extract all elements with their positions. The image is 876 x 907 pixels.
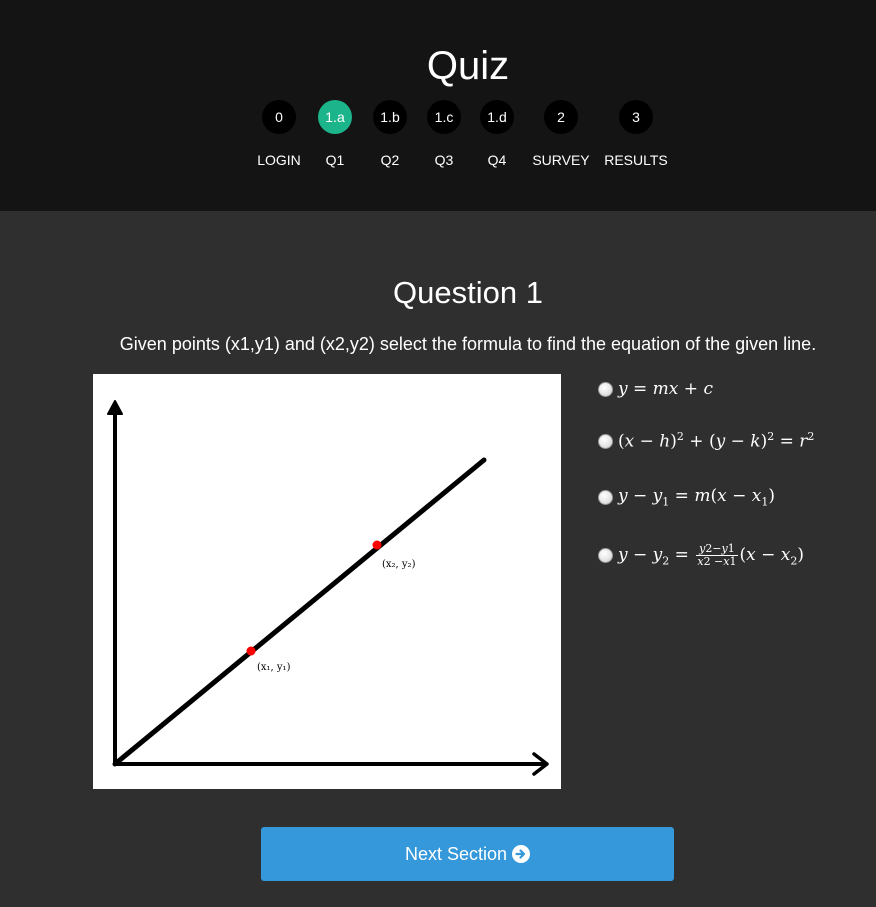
step-badge-login[interactable]: 0: [262, 100, 296, 134]
option-3-radio[interactable]: [598, 490, 613, 505]
step-label-survey[interactable]: SURVEY: [532, 152, 590, 168]
step-label-q1[interactable]: Q1: [325, 152, 345, 168]
option-4-radio[interactable]: [598, 548, 613, 563]
point-1-label: (x₁, y₁): [257, 662, 291, 673]
step-label-q4[interactable]: Q4: [487, 152, 507, 168]
next-section-button[interactable]: [261, 827, 674, 881]
graph-line: [115, 460, 484, 764]
option-4-fraction: $\frac{y2-y1}{x2 -x1}$: [697, 541, 737, 568]
question-title: Question 1: [393, 275, 543, 310]
step-label-q2[interactable]: Q2: [380, 152, 400, 168]
option-3[interactable]: [598, 484, 775, 510]
option-1-formula: y = mx + c: [618, 379, 713, 399]
step-badge-q1[interactable]: 1.a: [318, 100, 352, 134]
option-2-formula: $(x - h)^2 + (y - k)^2 = r^2$: [618, 430, 815, 452]
point-2: [373, 541, 382, 550]
option-4[interactable]: [598, 542, 804, 568]
line-graph-figure: [93, 374, 561, 789]
y-axis-arrow-icon: [108, 401, 122, 414]
step-label-login[interactable]: LOGIN: [257, 152, 301, 168]
option-1[interactable]: [598, 376, 713, 402]
line-graph: [93, 374, 561, 789]
step-badge-q2[interactable]: 1.b: [373, 100, 407, 134]
step-badge-results[interactable]: 3: [619, 100, 653, 134]
option-1-radio[interactable]: [598, 382, 613, 397]
quiz-header: [0, 0, 876, 211]
step-label-results[interactable]: RESULTS: [604, 152, 668, 168]
step-label-q3[interactable]: Q3: [434, 152, 454, 168]
arrow-circle-right-icon: [512, 845, 530, 863]
option-2-radio[interactable]: [598, 434, 613, 449]
next-section-label: Next Section: [404, 843, 508, 864]
question-text: Given points (x1,y1) and (x2,y2) select the formula to find the equation of the given line.: [119, 334, 817, 354]
option-4-formula: $y - y_2$ = $\frac{y2-y1}{x2 -x1}$ $(x - x_2)$: [618, 541, 805, 568]
point-1: [247, 647, 256, 656]
step-badge-q4[interactable]: 1.d: [480, 100, 514, 134]
step-badge-survey[interactable]: 2: [544, 100, 578, 134]
option-2[interactable]: [598, 428, 814, 454]
step-badge-q3[interactable]: 1.c: [427, 100, 461, 134]
quiz-title: Quiz: [426, 44, 510, 88]
point-2-label: (x₂, y₂): [382, 559, 416, 570]
option-3-formula: $y - y_1 = m(x - x_1)$: [618, 485, 775, 509]
